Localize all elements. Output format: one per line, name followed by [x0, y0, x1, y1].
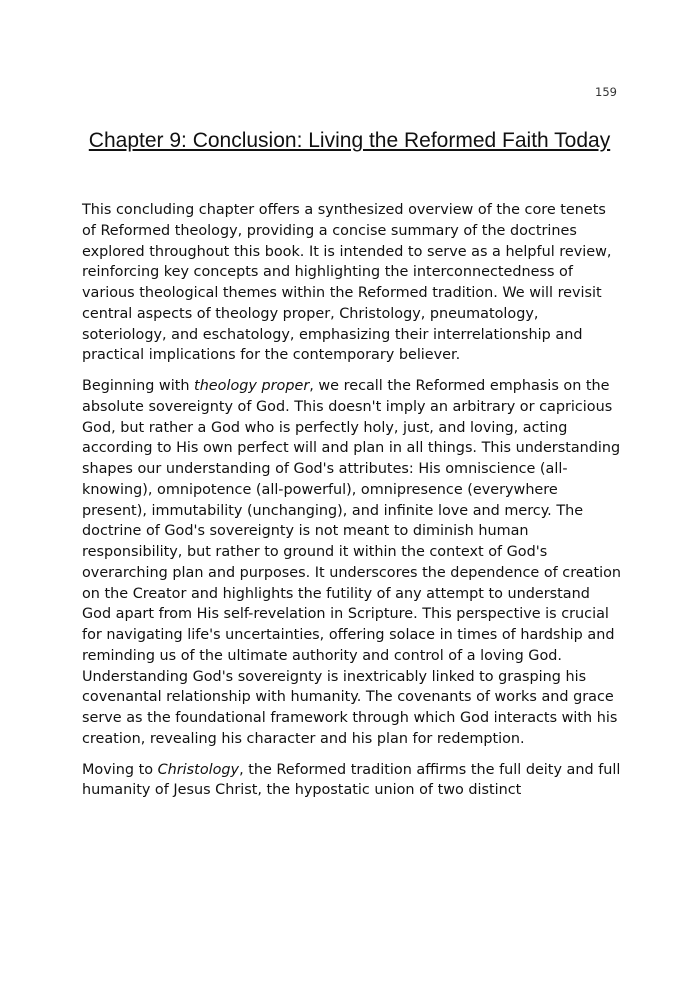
paragraph-rest: , the Reformed tradition affirms the full deity and full humanity of Jesus Christ, the hypostatic union of two distinct: [82, 761, 621, 799]
italic-term: Christology: [157, 761, 240, 778]
paragraph-rest: , we recall the Reformed emphasis on the absolute sovereignty of God. This doesn't imply an arbitrary or capricious God, but rather a God who is perfectly holy, just, and loving, acting according to His own perfect will and plan in all things. This understanding shapes our understanding of God's attributes: His omniscience (all-knowing), omnipotence (all-powerful), omnipresence (everywhere present), immutability (unchanging), and infinite love and mercy. The doctrine of God's sovereignty is not meant to diminish human responsibility, but rather to ground it within the context of God's overarching plan and purposes. It underscores the dependence of creation on the Creator and highlights the futility of any attempt to understand God apart from His self-revelation in Scripture. This perspective is crucial for navigating life's uncertainties, offering solace in times of hardship and reminding us of the ultimate authority and control of a loving God. Understanding God's sovereignty is inextricably linked to grasping his covenantal relationship with humanity. The covenants of works and grace serve as the foundational framework through which God interacts with his creation, revealing his character and his plan for redemption.: [82, 378, 622, 747]
paragraph-theology-proper: [82, 376, 622, 750]
paragraph-lead: Moving to: [82, 761, 158, 778]
paragraph-christology: [82, 760, 622, 802]
page-number: 159: [595, 85, 617, 99]
paragraph-lead: Beginning with: [82, 378, 195, 394]
chapter-title: Chapter 9: Conclusion: Living the Reformed Faith Today: [88, 129, 611, 152]
body-text: [82, 200, 622, 811]
paragraph-intro: This concluding chapter offers a synthesized overview of the core tenets of Reformed theology, providing a concise summary of the doctrines explored throughout this book. It is intended to serve as a helpful review, reinforcing key concepts and highlighting the interconnectedness of various theological themes within the Reformed tradition. We will revisit central aspects of theology proper, Christology, pneumatology, soteriology, and eschatology, emphasizing their interrelationship and practical implications for the contemporary believer.: [82, 202, 612, 364]
italic-term: theology proper: [194, 378, 310, 394]
